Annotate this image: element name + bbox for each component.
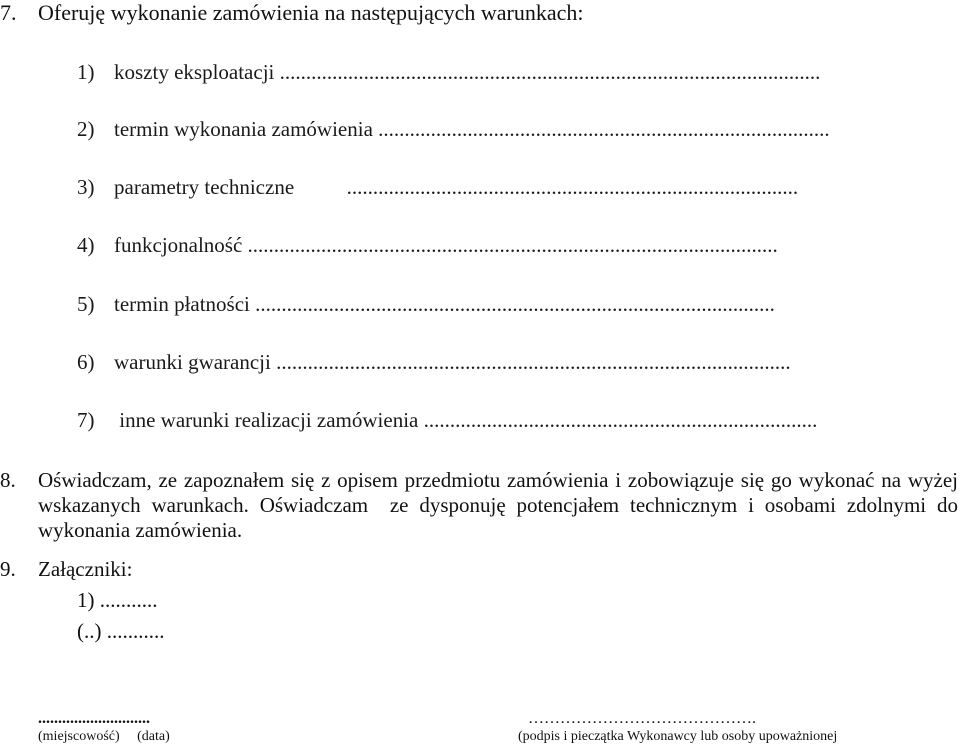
place-date-line: ............................ — [38, 710, 150, 727]
list-item-text: termin płatności ................................................................................................... — [114, 292, 775, 316]
attachment-item: 1) ........... — [77, 588, 158, 612]
list-item-number: 7) — [77, 408, 95, 432]
list-item-text: warunki gwarancji .................................................................................................. — [114, 350, 791, 374]
list-item-number: 6) — [77, 350, 95, 374]
attachment-item: (..) ........... — [77, 619, 165, 643]
list-item-number: 2) — [77, 117, 95, 141]
section-9-number: 9. — [0, 557, 16, 581]
list-item-text: koszty eksploatacji ....................................................................................................... — [114, 60, 821, 84]
signature-line: ……………………………………. — [528, 710, 756, 727]
signature-caption: (podpis i pieczątka Wykonawcy lub osoby upoważnionej — [518, 729, 838, 744]
section-7-title: Oferuję wykonanie zamówienia na następujących warunkach: — [38, 0, 584, 25]
list-item — [77, 60, 957, 84]
list-item-number: 5) — [77, 292, 95, 316]
list-item-number: 3) — [77, 175, 95, 199]
list-item-number: 1) — [77, 60, 95, 84]
list-item — [77, 233, 957, 257]
place-date-caption: (miejscowość) (data) — [38, 729, 170, 744]
section-7-number: 7. — [0, 0, 17, 25]
list-item-text: inne warunki realizacji zamówienia ........................................................................... — [114, 408, 818, 432]
list-item — [77, 408, 957, 432]
declaration-paragraph: Oświadczam, ze zapoznałem się z opisem przedmiotu zamówienia i zobowiązuje się go wykonać na wyżej wskazanych warunkach. Oświadczam ze dysponuję potencjałem technicznym i osobami zdolnymi do wykonania zamówienia. — [38, 468, 958, 542]
list-item — [77, 350, 957, 374]
list-item — [77, 292, 957, 316]
section-8-number: 8. — [0, 468, 16, 492]
list-item — [77, 117, 957, 141]
list-item-number: 4) — [77, 233, 95, 257]
list-item-text: parametry techniczne ...................................................................................... — [114, 175, 799, 199]
list-item-text: termin wykonania zamówienia ...................................................................................... — [114, 117, 830, 141]
attachments-title: Załączniki: — [38, 557, 133, 581]
list-item-text: funkcjonalność ..................................................................................................... — [114, 233, 778, 257]
list-item — [77, 175, 957, 199]
